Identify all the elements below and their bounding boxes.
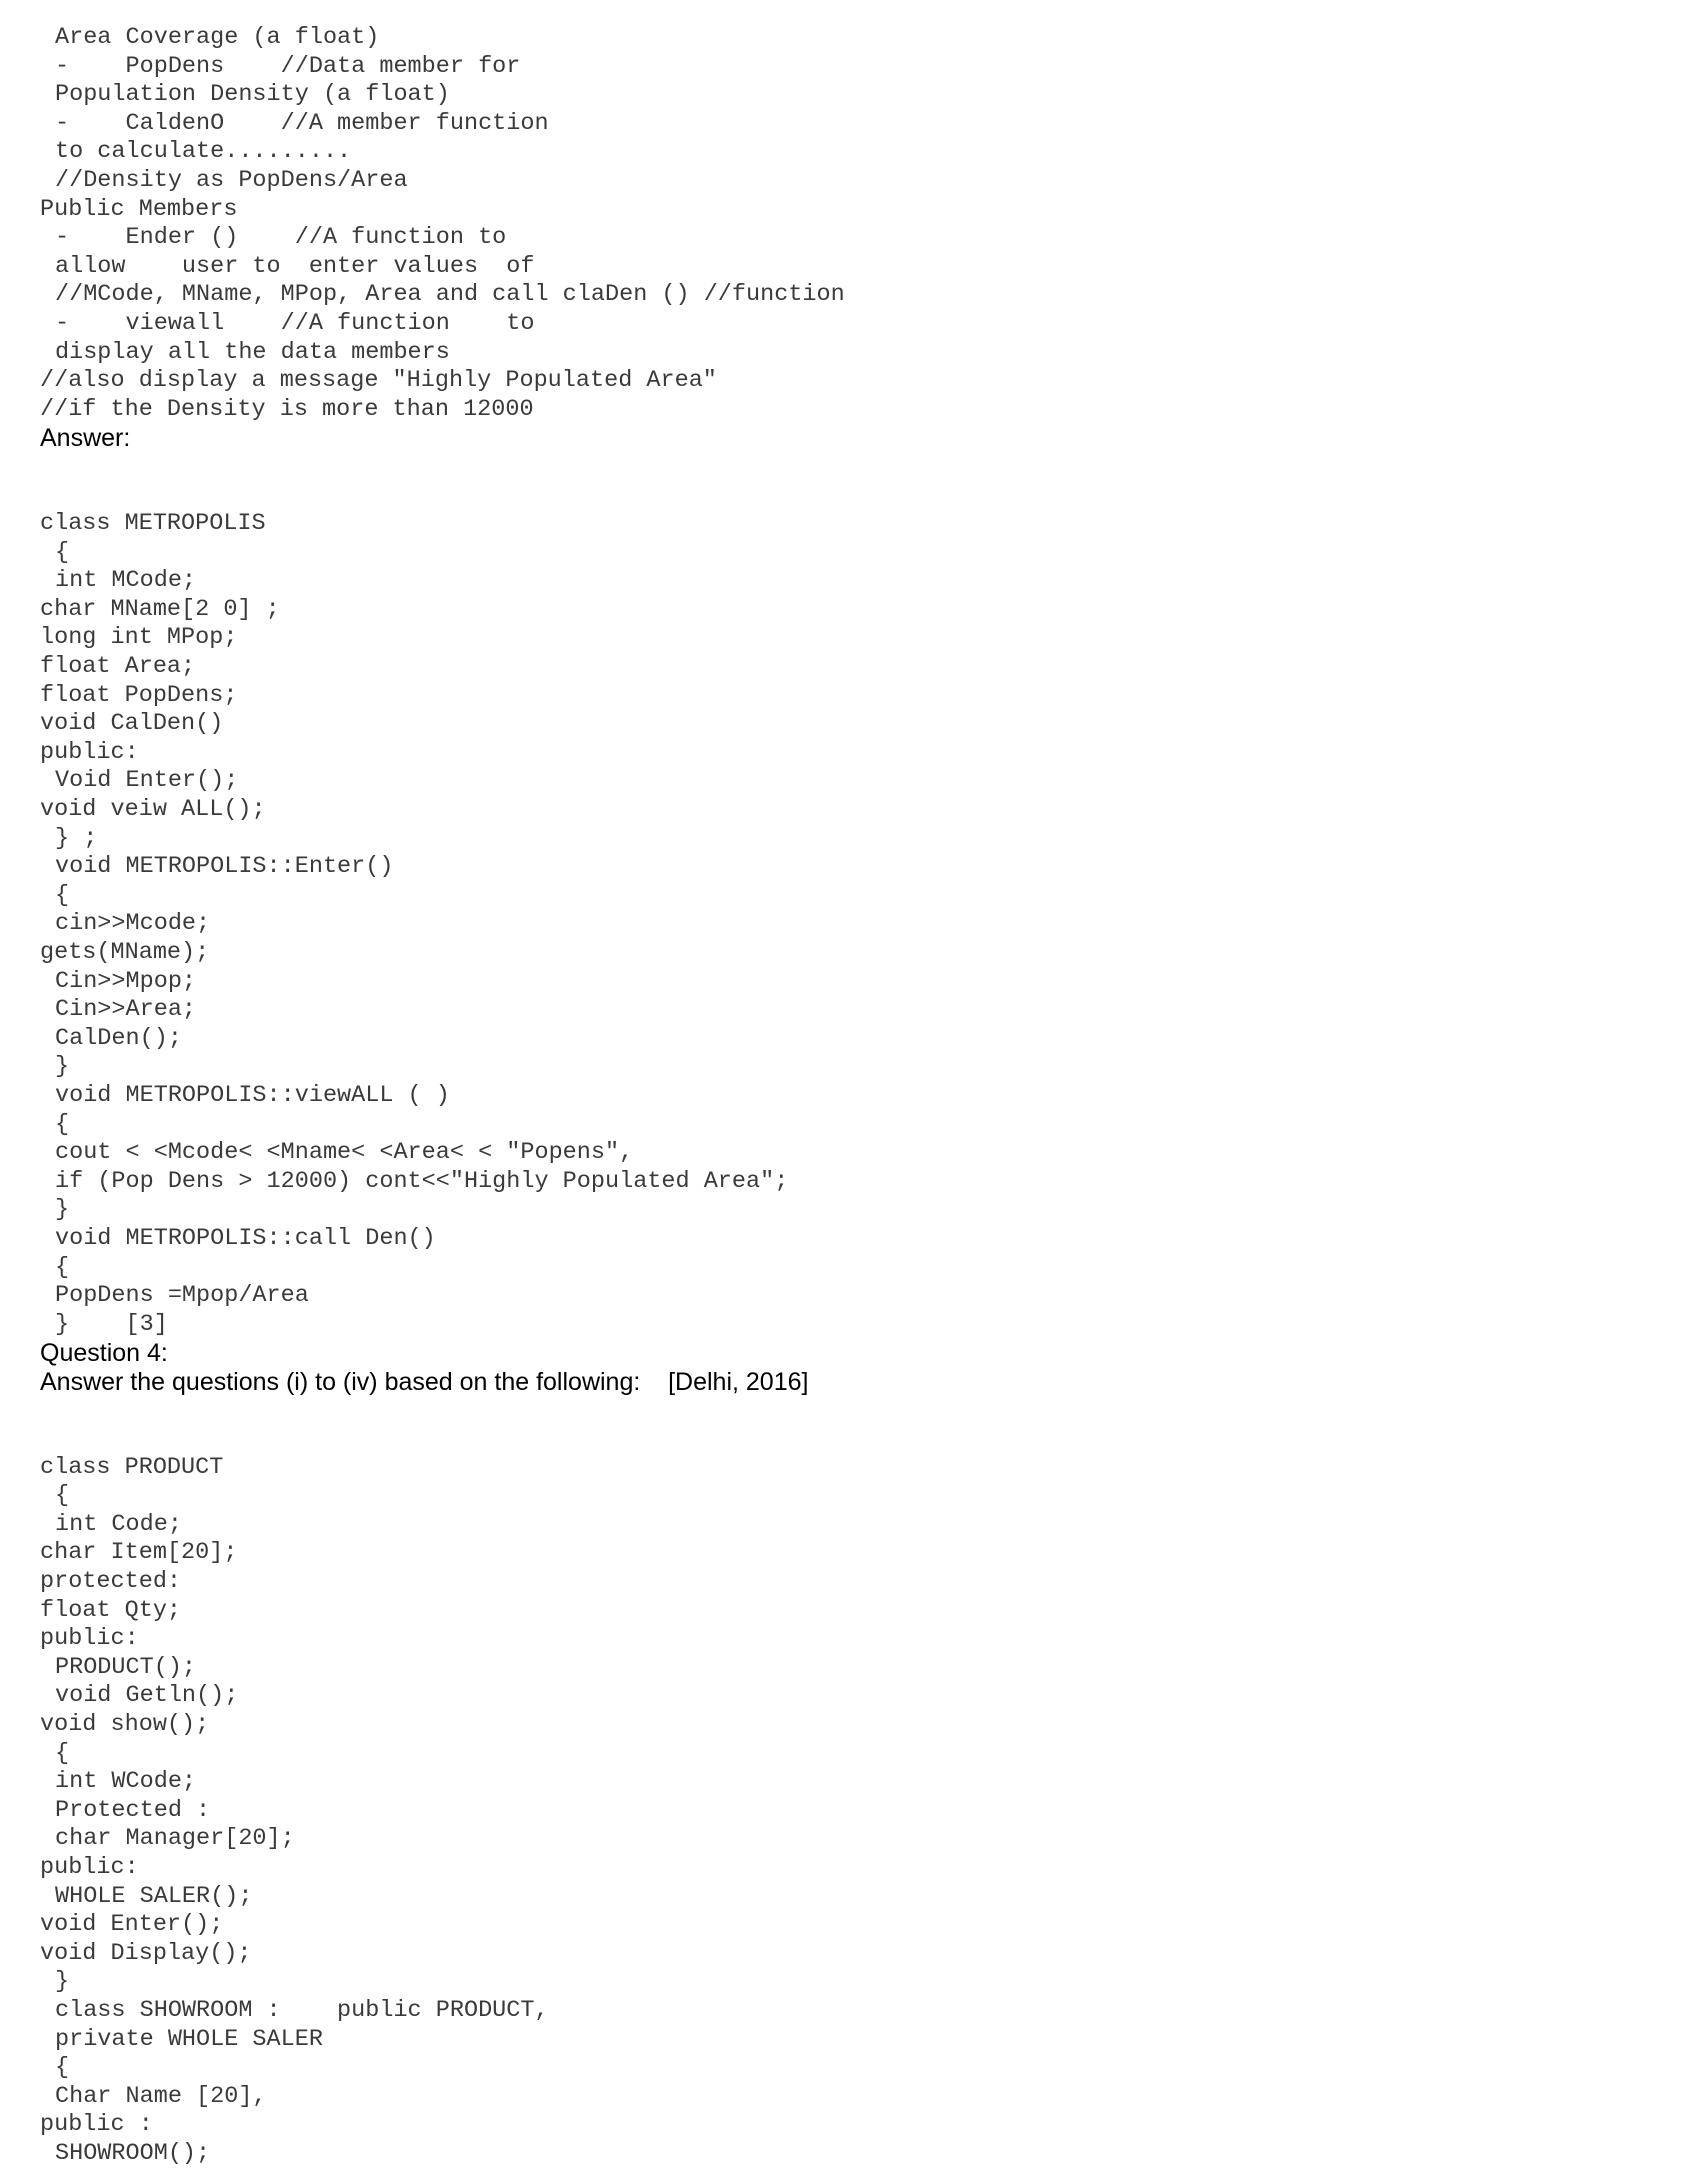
code-line: } bbox=[55, 1196, 70, 1224]
code-line: PopDens =Mpop/Area bbox=[55, 1282, 309, 1310]
code-line: float Area; bbox=[40, 653, 196, 681]
code-line: void Display(); bbox=[40, 1939, 252, 1967]
code-line: public: bbox=[40, 1625, 139, 1653]
blank-line bbox=[0, 1425, 1700, 1454]
code-line: Protected : bbox=[55, 1796, 211, 1824]
code-line: CalDen(); bbox=[55, 1024, 182, 1052]
code-line: protected: bbox=[40, 1568, 182, 1596]
blank-line bbox=[0, 453, 1700, 482]
code-line: - PopDens //Data member for bbox=[55, 52, 521, 80]
code-line: int MCode; bbox=[55, 567, 197, 595]
code-line: class METROPOLIS bbox=[40, 510, 266, 538]
code-line: public : bbox=[40, 2111, 153, 2139]
code-line: void Enter(); bbox=[40, 1911, 224, 1939]
code-line: { bbox=[55, 881, 70, 909]
code-line: //Density as PopDens/Area bbox=[55, 166, 408, 194]
code-line: { bbox=[55, 2054, 70, 2082]
code-line: public: bbox=[40, 738, 139, 766]
code-line: class SHOWROOM : public PRODUCT, bbox=[55, 1996, 549, 2024]
code-line: void show(); bbox=[40, 1711, 210, 1739]
code-line: { bbox=[55, 1110, 70, 1138]
code-line: to calculate......... bbox=[55, 138, 352, 166]
code-line: Char Name [20], bbox=[55, 2082, 267, 2110]
code-line: Public Members bbox=[40, 195, 238, 223]
code-line: private WHOLE SALER bbox=[55, 2025, 323, 2053]
code-line: SHOWROOM(); bbox=[55, 2139, 211, 2167]
code-line: { bbox=[55, 1253, 70, 1281]
code-line: long int MPop; bbox=[40, 624, 238, 652]
code-line: void METROPOLIS::viewALL ( ) bbox=[55, 1081, 450, 1109]
code-line: WHOLE SALER(); bbox=[55, 1882, 253, 1910]
code-line: Void Enter(); bbox=[55, 767, 239, 795]
code-line: } bbox=[55, 1968, 70, 1996]
code-line: Cin>>Mpop; bbox=[55, 967, 197, 995]
code-line: } ; bbox=[55, 824, 98, 852]
code-line: float PopDens; bbox=[40, 681, 238, 709]
code-line: int Code; bbox=[55, 1510, 182, 1538]
code-line: void METROPOLIS::Enter() bbox=[55, 853, 394, 881]
code-line: gets(MName); bbox=[40, 939, 210, 966]
code-line: char MName[2 0] ; bbox=[40, 595, 280, 623]
blank-line bbox=[0, 482, 1700, 511]
blank-line bbox=[0, 1397, 1700, 1426]
code-line: Area Coverage (a float) bbox=[55, 24, 380, 51]
code-line: //MCode, MName, MPop, Area and call claDen () //function bbox=[55, 281, 845, 309]
code-line: cout < <Mcode< <Mname< <Area< < "Popens", bbox=[55, 1139, 634, 1167]
code-line: char Item[20]; bbox=[40, 1539, 238, 1567]
text-line: Answer the questions (i) to (iv) based on the following: [Delhi, 2016] bbox=[40, 1367, 809, 1396]
code-line: display all the data members bbox=[55, 338, 450, 366]
code-line: - Ender () //A function to bbox=[55, 224, 507, 252]
code-line: Population Density (a float) bbox=[55, 81, 450, 109]
document-body bbox=[0, 24, 1700, 2169]
code-line: Cin>>Area; bbox=[55, 996, 197, 1024]
code-line: //if the Density is more than 12000 bbox=[40, 395, 534, 423]
code-line: { bbox=[55, 1739, 70, 1767]
code-line: - viewall //A function to bbox=[55, 309, 535, 337]
code-line: int WCode; bbox=[55, 1768, 197, 1796]
code-line: class PRODUCT bbox=[40, 1453, 224, 1481]
code-line: void veiw ALL(); bbox=[40, 796, 266, 824]
text-line: Answer: bbox=[40, 424, 131, 453]
code-line: { bbox=[55, 538, 70, 566]
code-line: void Getln(); bbox=[55, 1682, 239, 1710]
code-line: } [3] bbox=[55, 1310, 168, 1338]
code-line: { bbox=[55, 1482, 70, 1510]
code-line: void CalDen() bbox=[40, 710, 224, 738]
code-line: float Qty; bbox=[40, 1596, 182, 1624]
code-line: if (Pop Dens > 12000) cont<<"Highly Populated Area"; bbox=[55, 1167, 789, 1195]
code-line: void METROPOLIS::call Den() bbox=[55, 1224, 436, 1252]
code-line: char Manager[20]; bbox=[55, 1825, 295, 1853]
code-line: PRODUCT(); bbox=[55, 1653, 197, 1681]
code-line: } bbox=[55, 1053, 70, 1081]
code-line: allow user to enter values of bbox=[55, 252, 535, 280]
code-line: //also display a message "Highly Populated Area" bbox=[40, 367, 717, 395]
text-line: Question 4: bbox=[40, 1339, 168, 1368]
code-line: public: bbox=[40, 1854, 139, 1881]
code-line: - CaldenO //A member function bbox=[55, 109, 549, 137]
code-line: cin>>Mcode; bbox=[55, 910, 211, 938]
